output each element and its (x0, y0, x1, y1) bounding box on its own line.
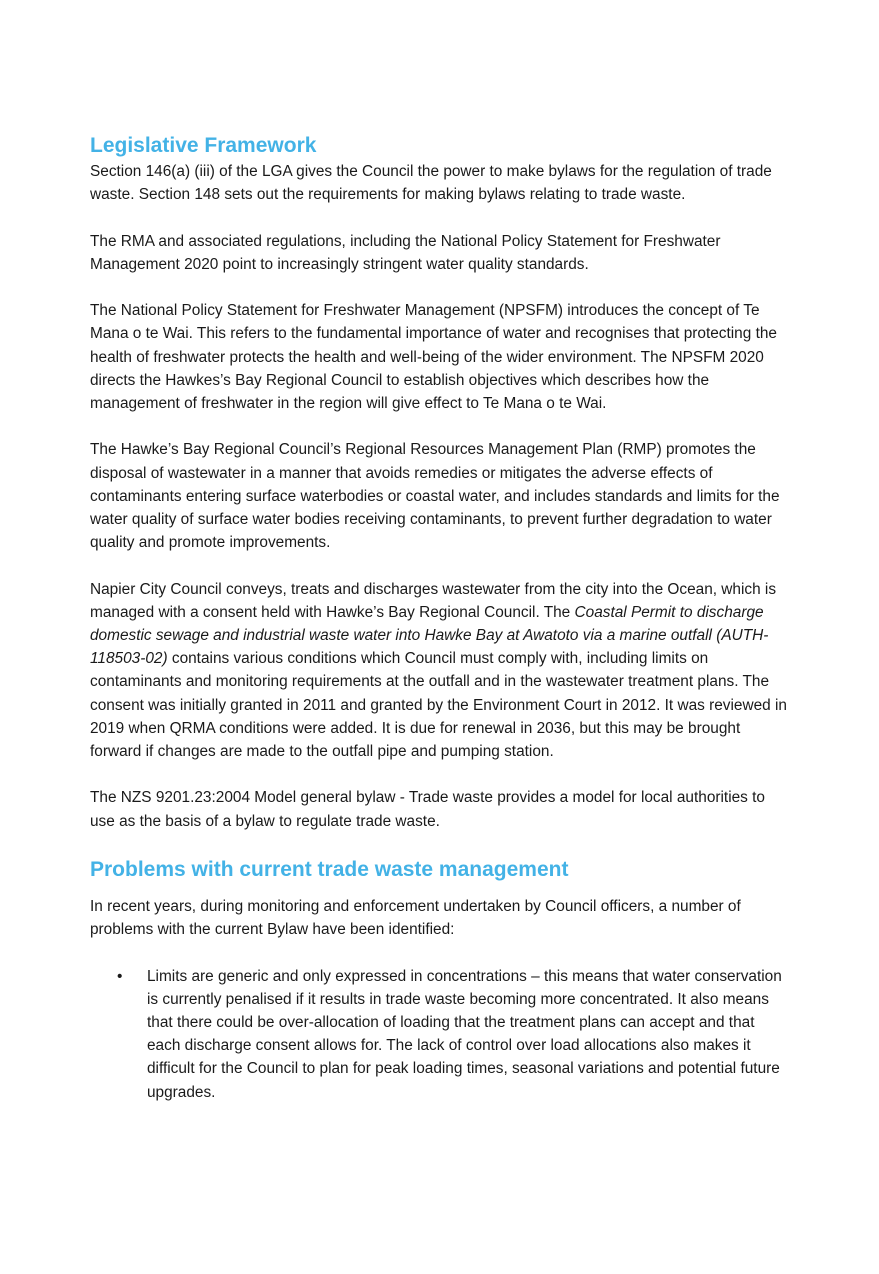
section-heading-problems: Problems with current trade waste management (90, 858, 569, 881)
paragraph-npsfm: The National Policy Statement for Freshwater Management (NPSFM) introduces the concept of Te Mana o te Wai. This refers to the fundamental importance of water and recognises that protecting the health of freshwater protects the health and well-being of the wider environment. The NPSFM 2020 directs the Hawkes’s Bay Regional Council to establish objectives which describes how the management of freshwater in the region will give effect to Te Mana o te Wai. (90, 302, 777, 412)
paragraph-rma: The RMA and associated regulations, including the National Policy Statement for Freshwater Management 2020 point to increasingly stringent water quality standards. (90, 232, 721, 273)
paragraph-lga-section: Section 146(a) (iii) of the LGA gives the Council the power to make bylaws for the regulation of trade waste. Section 148 sets out the requirements for making bylaws relating to trade waste. (90, 163, 772, 204)
paragraph-rmp: The Hawke’s Bay Regional Council’s Regional Resources Management Plan (RMP) promotes the disposal of wastewater in a manner that avoids remedies or mitigates the adverse effects of contaminants entering surface waterbodies or coastal water, and includes standards and limits for the water quality of surface water bodies receiving contaminants, to prevent further degradation to water quality and promote improvements. (90, 441, 780, 552)
list-item-text: Limits are generic and only expressed in concentrations – this means that water conservation is currently penalised if it results in trade waste becoming more concentrated. It also means that there could be over-allocation of loading that the treatment plans can accept and that each discharge consent allows for. The lack of control over load allocations also makes it difficult for the Council to plan for peak loading times, seasonal variations and potential future upgrades. (147, 967, 782, 1101)
paragraph-nzs-model-bylaw: The NZS 9201.23:2004 Model general bylaw - Trade waste provides a model for local authorities to use as the basis of a bylaw to regulate trade waste. (90, 789, 765, 830)
paragraph-problems-intro: In recent years, during monitoring and enforcement undertaken by Council officers, a number of problems with the current Bylaw have been identified: (90, 898, 741, 939)
list-item (90, 965, 791, 1104)
section-heading-legislative-framework: Legislative Framework (90, 134, 317, 157)
coastal-permit-title: Coastal Permit to discharge domestic sewage and industrial waste water into Hawke Bay at Awatoto via a marine outfall (AUTH-118503-02) (90, 603, 769, 668)
napier-text-before: Napier City Council conveys, treats and discharges wastewater from the city into the Ocean, which is managed with a consent held with Hawke’s Bay Regional Council. The (90, 580, 777, 621)
napier-text-after: contains various conditions which Council must comply with, including limits on contaminants and monitoring requirements at the outfall and in the wastewater treatment plans. The consent was initially granted in 2011 and granted by the Environment Court in 2012. It was reviewed in 2019 when QRMA conditions were added. It is due for renewal in 2036, but this may be brought forward if changes are made to the outfall pipe and pumping station. (90, 650, 787, 761)
problems-list (90, 965, 791, 1104)
paragraph-napier-consent (90, 578, 791, 764)
bullet-marker: • (117, 967, 123, 985)
